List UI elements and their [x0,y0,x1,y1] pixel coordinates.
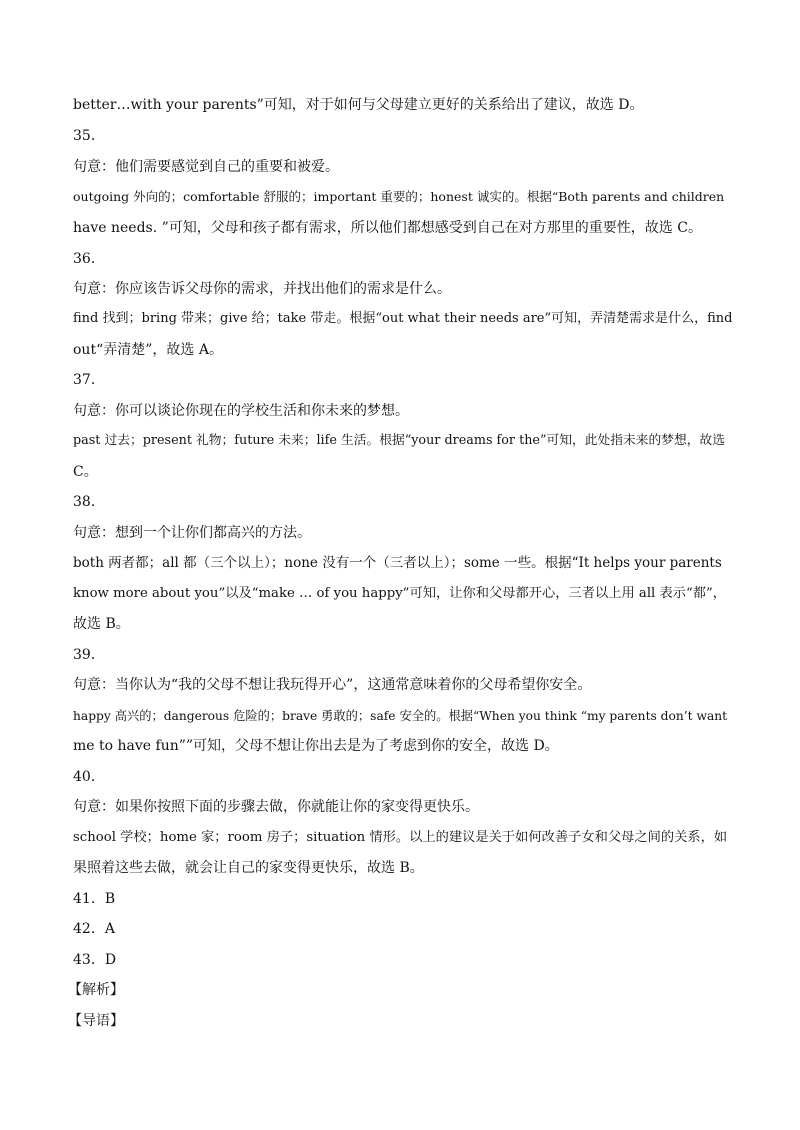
text-line-17: know more about you”以及“make … of you happy”可知，让你和父母都开心，三者以上用 all 表示“都”， [73,586,727,601]
text-line-5: have needs. ”可知，父母和孩子都有需求，所以他们都想感受到自己在对方那里的重要性，故选 C。 [73,220,702,236]
text-line-1: better…with your parents”可知，对于如何与父母建立更好的关系给出了建议，故选 D。 [73,97,644,113]
question-number-36: 36． [73,251,105,267]
text-line-3: 句意：他们需要感觉到自己的重要和被爱。 [73,159,339,175]
text-line-16: both 两者都；all 都（三个以上）；none 没有一个（三者以上）；some 一些。根据“It helps your parents [73,555,722,571]
text-line-21: happy 高兴的；dangerous 危险的；brave 勇敢的；safe 安全的。根据“When you think “my parents don’t want [73,709,728,723]
text-line-26: 果照着这些去做，就会让自己的家变得更快乐，故选 B。 [73,860,424,876]
text-line-13: C。 [73,464,98,480]
text-line-7: 句意：你应该告诉父母你的需求，并找出他们的需求是什么。 [73,281,451,297]
question-number-40: 40． [73,769,105,785]
text-line-9: out“弄清楚”，故选 A。 [73,342,223,358]
question-number-38: 38． [73,494,105,510]
text-line-12: past 过去；present 礼物；future 未来；life 生活。根据“your dreams for the”可知，此处指未来的梦想，故选 [73,433,725,448]
text-line-24: 句意：如果你按照下面的步骤去做，你就能让你的家变得更快乐。 [73,799,479,815]
text-line-22: me to have fun””可知，父母不想让你出去是为了考虑到你的安全，故选 D。 [73,738,559,754]
text-line-25: school 学校；home 家；room 房子；situation 情形。以上的建议是关于如何改善子女和父母之间的关系，如 [73,830,728,845]
question-number-37: 37． [73,372,105,388]
text-line-4: outgoing 外向的；comfortable 舒服的；important 重要的；honest 诚实的。根据“Both parents and children [73,189,725,204]
answer-41: 41．B [73,891,116,907]
question-number-39: 39． [73,647,105,663]
text-line-8: find 找到；bring 带来；give 给；take 带走。根据“out what their needs are”可知，弄清楚需求是什么，find [73,311,733,326]
text-line-11: 句意：你可以谈论你现在的学校生活和你未来的梦想。 [73,403,409,419]
answer-42: 42．A [73,921,115,937]
text-line-20: 句意：当你认为“我的父母不想让我玩得开心”，这通常意味着你的父母希望你安全。 [73,677,592,693]
question-number-35: 35． [73,128,105,144]
text-line-15: 句意：想到一个让你们都高兴的方法。 [73,525,311,541]
section-heading-intro: 【导语】 [68,1013,124,1029]
answer-43: 43．D [73,952,117,968]
text-line-18: 故选 B。 [73,616,130,632]
section-heading-analysis: 【解析】 [68,982,124,998]
